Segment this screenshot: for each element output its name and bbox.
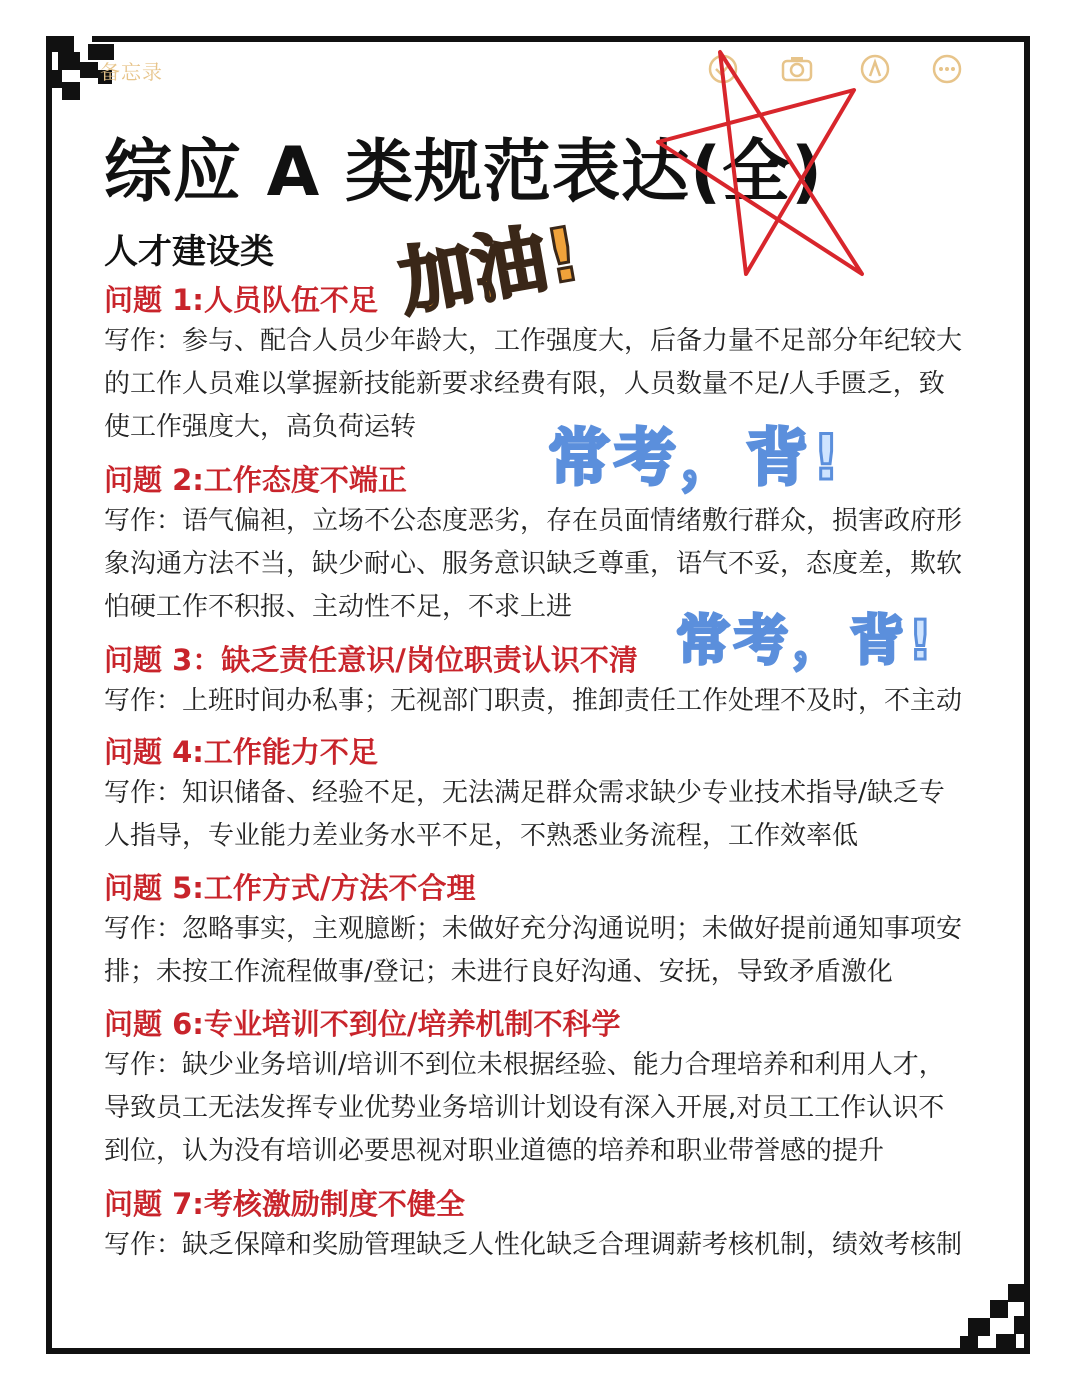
body-line: 写作：缺乏保障和奖励管理缺乏人性化缺乏合理调薪考核机制，绩效考核制 <box>104 1230 963 1260</box>
body-line: 写作：缺少业务培训/培训不到位未根据经验、能力合理培养和利用人才， <box>104 1050 945 1080</box>
body-line: 人指导，专业能力差业务水平不足，不熟悉业务流程，工作效率低 <box>104 821 859 851</box>
issue-heading: 问题 4:工作能力不足 <box>104 735 378 769</box>
more-icon[interactable] <box>930 52 964 86</box>
body-line: 的工作人员难以掌握新技能新要求经费有限，人员数量不足/人手匮乏，致 <box>104 369 945 399</box>
notes-toolbar <box>100 52 1020 88</box>
issue-body <box>104 1224 980 1267</box>
issue-heading: 问题 7:考核激励制度不健全 <box>104 1187 465 1221</box>
star-doodle-icon <box>648 46 872 296</box>
issue-heading: 问题 3：缺乏责任意识/岗位职责认识不清 <box>104 643 638 677</box>
issue-body <box>104 320 980 449</box>
app-name: 备忘录 <box>100 60 163 84</box>
body-line: 到位，认为没有培训必要思视对职业道德的培养和职业带誉感的提升 <box>104 1136 885 1166</box>
sticker-changkao: 常考，背! <box>676 609 937 672</box>
body-line: 排；未按工作流程做事/登记；未进行良好沟通、安抚，导致矛盾激化 <box>104 957 893 987</box>
body-line: 使工作强度大，高负荷运转 <box>104 412 417 442</box>
issue-heading: 问题 5:工作方式/方法不合理 <box>104 871 476 905</box>
body-line: 写作：知识储备、经验不足，无法满足群众需求缺少专业技术指导/缺乏专 <box>104 778 945 808</box>
body-line: 写作：忽略事实，主观臆断；未做好充分沟通说明；未做好提前通知事项安 <box>104 914 963 944</box>
body-line: 写作：参与、配合人员少年龄大，工作强度大，后备力量不足部分年纪较大 <box>104 326 963 356</box>
section-title: 人才建设类 <box>104 232 274 272</box>
issue-heading: 问题 1:人员队伍不足 <box>104 283 378 317</box>
issue-body <box>104 500 980 629</box>
issue-body <box>104 772 980 858</box>
body-line: 导致员工无法发挥专业优势业务培训计划设有深入开展,对员工工作认识不 <box>104 1093 945 1123</box>
sticker-jiayou: 加油! <box>392 210 587 328</box>
body-line: 怕硬工作不积报、主动性不足，不求上进 <box>104 592 573 622</box>
page-title: 综应 A 类规范表达(全) <box>104 133 824 212</box>
issue-heading: 问题 6:专业培训不到位/培养机制不科学 <box>104 1007 621 1041</box>
issue-body <box>104 908 980 994</box>
body-line: 写作：语气偏袒，立场不公态度恶劣，存在员面情绪敷行群众，损害政府形 <box>104 506 963 536</box>
issue-body <box>104 680 980 723</box>
body-line: 象沟通方法不当，缺少耐心、服务意识缺乏尊重，语气不妥，态度差，欺软 <box>104 549 963 579</box>
body-line: 写作：上班时间办私事；无视部门职责，推卸责任工作处理不及时，不主动 <box>104 686 963 716</box>
sticker-changkao: 常考，背! <box>548 421 845 494</box>
issue-body <box>104 1044 980 1173</box>
issue-heading: 问题 2:工作态度不端正 <box>104 463 407 497</box>
